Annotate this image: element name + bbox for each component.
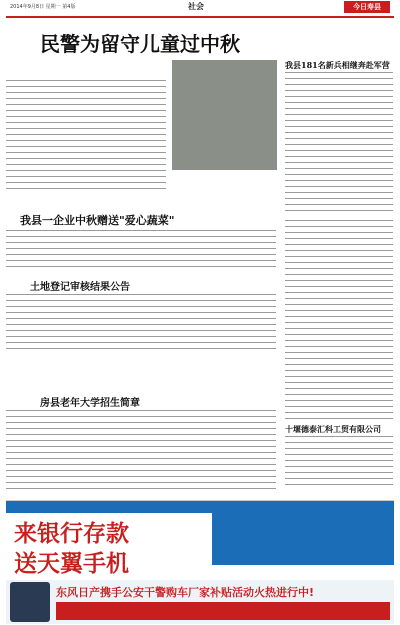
recruits-article-body: [285, 72, 393, 212]
company-headline: 十堰德泰汇科工贸有限公司: [285, 424, 381, 434]
bank-ad-headline-1: 来银行存款: [14, 521, 129, 547]
main-photo: [172, 60, 277, 170]
bank-ad: [6, 500, 394, 576]
university-article-body: [6, 410, 276, 490]
vegetables-article-body: [6, 230, 276, 270]
bank-ad-headline-2: 送天翼手机: [14, 551, 129, 576]
main-headline: 民警为留守儿童过中秋: [40, 32, 240, 56]
car-ad-price-strip: [56, 602, 390, 620]
section-name: 社会: [188, 2, 204, 11]
car-brand-logo: [10, 582, 50, 622]
company-notice-body: [285, 436, 393, 490]
vegetables-headline: 我县一企业中秋赠送"爱心蔬菜": [20, 214, 175, 227]
masthead-logo: 今日寿县: [344, 1, 390, 13]
land-notice-headline: 土地登记审核结果公告: [30, 282, 130, 293]
bank-ad-offer-panel: [212, 513, 394, 565]
recruits-headline: 我县181名新兵相继奔赴军营: [285, 60, 390, 70]
main-article-body: [6, 80, 166, 190]
land-notice-body: [6, 294, 276, 354]
bank-ad-header-bar: [6, 501, 394, 513]
issue-date: 2014年9月8日 星期一 第4版: [10, 4, 76, 10]
right-column-notices: [285, 220, 393, 420]
university-headline: 房县老年大学招生简章: [40, 398, 140, 409]
car-ad: [6, 580, 394, 624]
car-ad-headline: 东风日产携手公安干警购车厂家补贴活动火热进行中!: [56, 586, 315, 599]
header-rule: [6, 16, 394, 18]
